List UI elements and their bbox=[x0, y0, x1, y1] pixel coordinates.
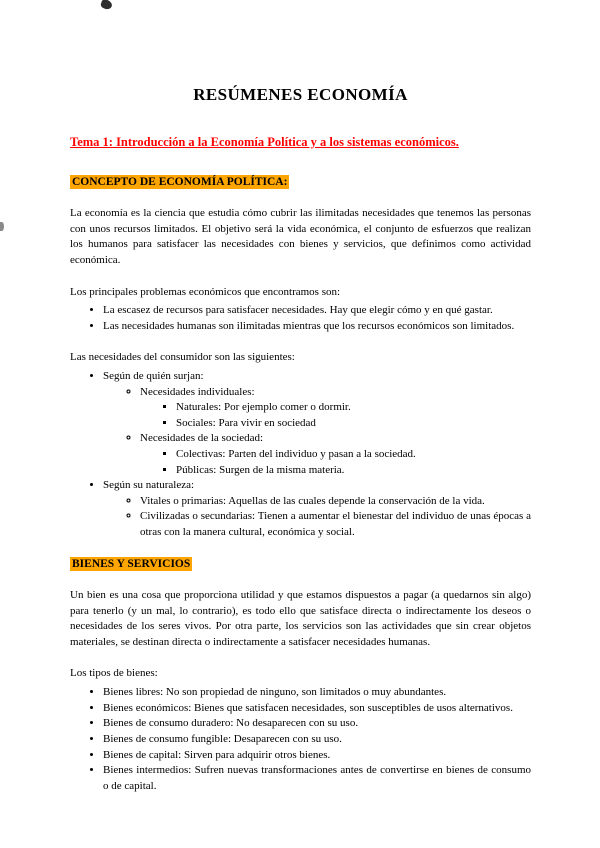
paragraph-needs-lead: Las necesidades del consumidor son las siguientes: bbox=[70, 351, 295, 364]
paragraph-types-lead: Los tipos de bienes: bbox=[70, 667, 158, 680]
list-item-text: Necesidades de la sociedad: bbox=[140, 432, 264, 445]
list-item-text: Naturales: Por ejemplo comer o dormir. bbox=[176, 401, 351, 414]
list-item-text: Colectivas: Parten del individuo y pasan a la sociedad. bbox=[176, 447, 416, 460]
list-item-text: Bienes de consumo fungible: Desaparecen con su uso. bbox=[103, 732, 342, 745]
ink-smudge-artifact bbox=[100, 0, 113, 10]
paragraph-bienes-intro: Un bien es una cosa que proporciona utilidad y que estamos dispuestos a pagar (a quedarnos sin algo) para tenerlo (y un mal, lo contrario), es todo ello que satisface directa o indirectamente los deseos o necesidades de los seres vivos. Por otra parte, los servicios son las actividades que sin crear objetos materiales, se destinan directa o indirectamente a satisfacer necesidades humanas. bbox=[70, 589, 531, 648]
list-item-text: Civilizadas o secundarias: Tienen a aumentar el bienestar del individuo de unas épocas a otras con la manera cultural, económica y social. bbox=[140, 510, 531, 539]
list-item-text: Bienes libres: No son propiedad de ninguno, son limitados o muy abundantes. bbox=[103, 686, 447, 699]
list-item-text: Vitales o primarias: Aquellas de las cuales depende la conservación de la vida. bbox=[140, 494, 485, 507]
list-item bbox=[103, 732, 531, 748]
list-item-text: Públicas: Surgen de la misma materia. bbox=[176, 463, 345, 476]
list-item bbox=[103, 319, 531, 335]
list-item bbox=[176, 447, 531, 463]
list-item bbox=[176, 463, 531, 479]
list-item-text: Bienes de capital: Sirven para adquirir otros bienes. bbox=[103, 748, 331, 761]
list-item-text: Según de quién surjan: bbox=[103, 369, 204, 382]
list-item-text: Necesidades individuales: bbox=[140, 385, 255, 398]
list-item-text: Bienes intermedios: Sufren nuevas transformaciones antes de convertirse en bienes de consumo o de capital. bbox=[103, 764, 531, 792]
list-item bbox=[176, 400, 531, 416]
list-item bbox=[103, 478, 531, 540]
problems-list bbox=[70, 303, 531, 334]
list-item-text: Bienes económicos: Bienes que satisfacen necesidades, son susceptibles de usos alternativos. bbox=[103, 701, 513, 714]
list-item-text: Las necesidades humanas son ilimitadas mientras que los recursos económicos son limitados. bbox=[103, 319, 515, 332]
needs-subsublist bbox=[140, 447, 531, 478]
list-item bbox=[103, 369, 531, 478]
types-list bbox=[70, 685, 531, 794]
list-item bbox=[103, 716, 531, 732]
needs-sublist bbox=[103, 494, 531, 541]
list-item-text: Sociales: Para vivir en sociedad bbox=[176, 416, 316, 429]
section-heading-bienes bbox=[70, 557, 531, 571]
list-item bbox=[103, 748, 531, 764]
list-item bbox=[140, 494, 531, 510]
list-item bbox=[140, 509, 531, 540]
list-item bbox=[176, 416, 531, 432]
section-heading-concepto bbox=[70, 175, 531, 189]
list-item bbox=[103, 763, 531, 794]
highlighted-heading-text: BIENES Y SERVICIOS bbox=[72, 557, 191, 570]
list-item bbox=[140, 431, 531, 478]
needs-subsublist bbox=[140, 400, 531, 431]
paragraph-problems-lead: Los principales problemas económicos que encontramos son: bbox=[70, 285, 341, 298]
page-title: RESÚMENES ECONOMÍA bbox=[193, 85, 408, 104]
list-item-text: Bienes de consumo duradero: No desaparecen con su uso. bbox=[103, 717, 359, 730]
list-item bbox=[140, 385, 531, 432]
needs-sublist bbox=[103, 385, 531, 479]
list-item-text: La escasez de recursos para satisfacer necesidades. Hay que elegir cómo y en qué gastar. bbox=[103, 304, 493, 317]
list-item bbox=[103, 303, 531, 319]
scan-edge-artifact bbox=[0, 222, 4, 231]
paragraph-concepto-intro: La economía es la ciencia que estudia cómo cubrir las ilimitadas necesidades que tenemos las personas con unos recursos limitados. El objetivo será la vida económica, el conjunto de esfuerzos que realizan los humanos para satisfacer las necesidades con bienes y servicios, que definimos como actividad económica. bbox=[70, 207, 531, 266]
list-item bbox=[103, 685, 531, 701]
list-item bbox=[103, 701, 531, 717]
highlighted-heading-text: CONCEPTO DE ECONOMÍA POLÍTICA: bbox=[72, 175, 288, 188]
needs-list bbox=[70, 369, 531, 541]
list-item-text: Según su naturaleza: bbox=[103, 479, 195, 492]
tema-heading: Tema 1: Introducción a la Economía Política y a los sistemas económicos. bbox=[70, 134, 459, 149]
